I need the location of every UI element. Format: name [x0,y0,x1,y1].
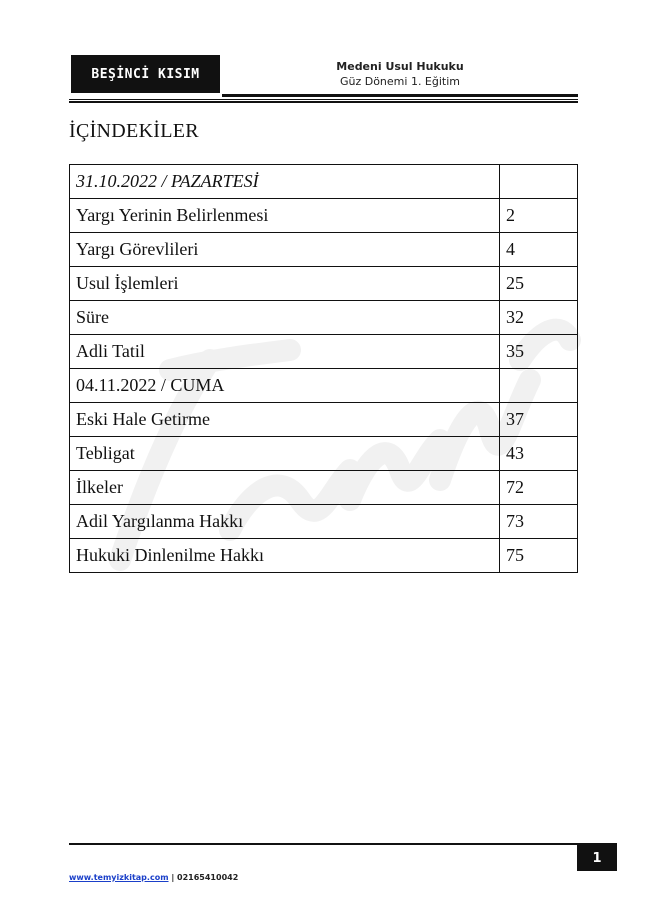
toc-entry-page: 25 [500,267,578,301]
phone-number: 02165410042 [177,873,239,882]
toc-heading: İÇİNDEKİLER [69,120,199,142]
toc-entry-title: Süre [70,301,500,335]
toc-row [70,539,578,573]
toc-entry-title: Yargı Yerinin Belirlenmesi [70,199,500,233]
footer-contact [69,873,238,882]
toc-entry-page: 75 [500,539,578,573]
toc-entry-title: İlkeler [70,471,500,505]
section-tab: BEŞİNCİ KISIM [69,53,222,95]
footer-separator: | [168,873,178,882]
toc-row [70,505,578,539]
header-rule-bottom [69,101,578,103]
header-rule-thin [69,99,578,100]
toc-entry-page: 37 [500,403,578,437]
toc-entry-title: Yargı Görevlileri [70,233,500,267]
toc-entry-title: Adil Yargılanma Hakkı [70,505,500,539]
course-title: Medeni Usul Hukuku [336,60,464,73]
toc-entry-title: Usul İşlemleri [70,267,500,301]
toc-row [70,369,578,403]
toc-entry-title: Eski Hale Getirme [70,403,500,437]
page-number: 1 [577,845,617,871]
term-label: Güz Dönemi 1. Eğitim [339,75,461,88]
toc-entry-page: 2 [500,199,578,233]
toc-entry-page: 4 [500,233,578,267]
header-rule [222,94,578,97]
toc-entry-title: 04.11.2022 / CUMA [70,369,500,403]
toc-entry-title: 31.10.2022 / PAZARTESİ [70,165,500,199]
toc-row [70,471,578,505]
toc-row [70,403,578,437]
toc-row [70,233,578,267]
toc-row [70,335,578,369]
website-link[interactable]: www.temyizkitap.com [69,873,169,882]
toc-row [70,267,578,301]
toc-entry-page: 43 [500,437,578,471]
toc-entry-title: Tebligat [70,437,500,471]
toc-entry-page [500,369,578,403]
toc-row [70,437,578,471]
toc-entry-page: 73 [500,505,578,539]
toc-entry-title: Adli Tatil [70,335,500,369]
toc-table [69,164,578,573]
footer-rule [69,843,617,845]
toc-row [70,199,578,233]
toc-row [70,165,578,199]
toc-entry-page [500,165,578,199]
toc-entry-page: 32 [500,301,578,335]
toc-row [70,301,578,335]
toc-entry-page: 72 [500,471,578,505]
toc-entry-title: Hukuki Dinlenilme Hakkı [70,539,500,573]
toc-entry-page: 35 [500,335,578,369]
